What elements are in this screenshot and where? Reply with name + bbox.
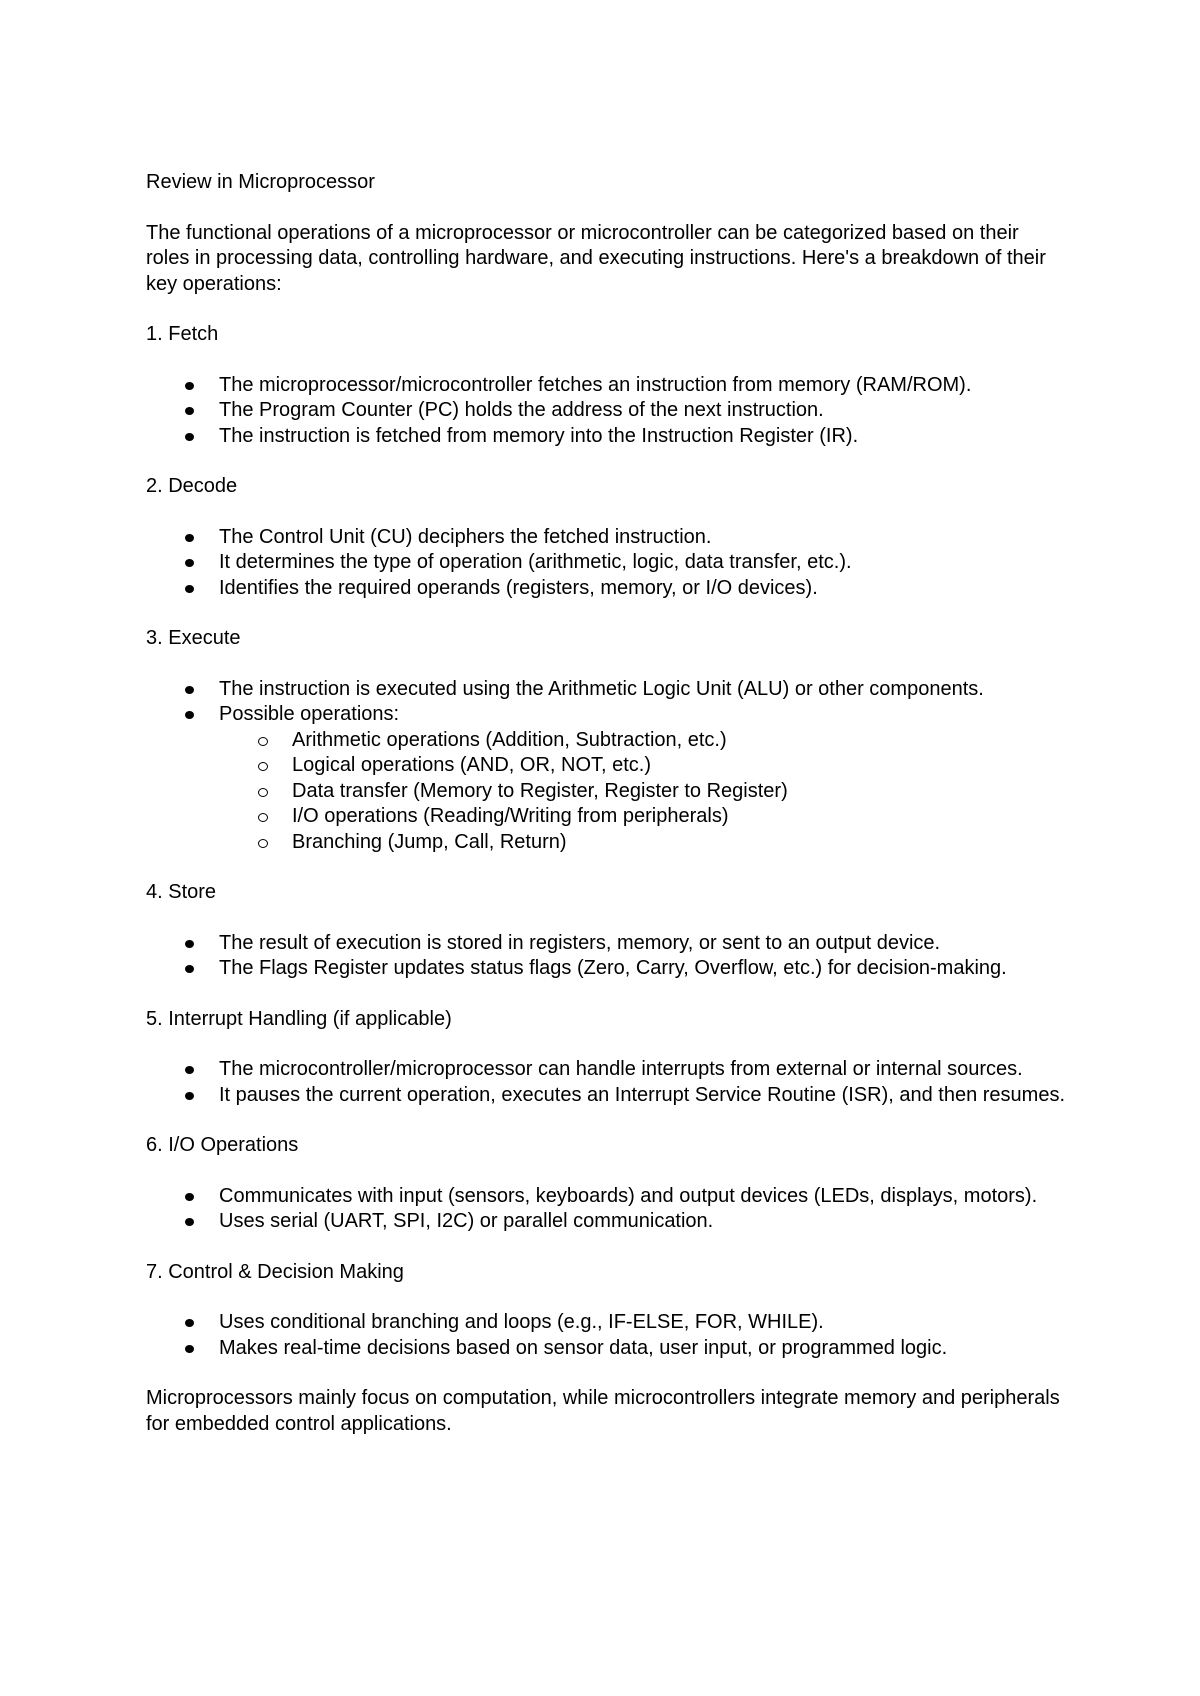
section-control-decision-making bbox=[146, 1260, 1066, 1362]
section-io-operations bbox=[146, 1133, 1066, 1235]
section-heading: 2. Decode bbox=[146, 475, 238, 497]
bullet-item: Identifies the required operands (registers, memory, or I/O devices). bbox=[219, 576, 1066, 602]
sub-bullet-item: Branching (Jump, Call, Return) bbox=[292, 830, 1066, 856]
section-heading: 4. Store bbox=[146, 881, 217, 903]
bullet-list bbox=[146, 677, 1066, 856]
section-decode bbox=[146, 474, 1066, 601]
section-heading: 3. Execute bbox=[146, 627, 241, 649]
section-store bbox=[146, 880, 1066, 982]
bullet-list bbox=[146, 1057, 1066, 1108]
bullet-item: Makes real-time decisions based on sensor data, user input, or programmed logic. bbox=[219, 1336, 1066, 1362]
document-page bbox=[146, 170, 1066, 1437]
bullet-item: The Program Counter (PC) holds the address of the next instruction. bbox=[219, 398, 1066, 424]
bullet-list bbox=[146, 1184, 1066, 1235]
bullet-item: Communicates with input (sensors, keyboards) and output devices (LEDs, displays, motors). bbox=[219, 1184, 1066, 1210]
section-fetch bbox=[146, 322, 1066, 449]
bullet-item: The microprocessor/microcontroller fetches an instruction from memory (RAM/ROM). bbox=[219, 373, 1066, 399]
section-heading: 1. Fetch bbox=[146, 323, 219, 345]
bullet-item: The instruction is fetched from memory into the Instruction Register (IR). bbox=[219, 424, 1066, 450]
bullet-item: Uses conditional branching and loops (e.g., IF-ELSE, FOR, WHILE). bbox=[219, 1310, 1066, 1336]
document-title: Review in Microprocessor bbox=[146, 171, 375, 193]
sub-bullet-item: Logical operations (AND, OR, NOT, etc.) bbox=[292, 753, 1066, 779]
section-execute bbox=[146, 626, 1066, 855]
bullet-item: It determines the type of operation (arithmetic, logic, data transfer, etc.). bbox=[219, 550, 1066, 576]
sub-bullet-item: Data transfer (Memory to Register, Register to Register) bbox=[292, 779, 1066, 805]
closing-paragraph: Microprocessors mainly focus on computation, while microcontrollers integrate memory and peripherals for embedded control applications. bbox=[146, 1387, 1060, 1435]
bullet-list bbox=[146, 525, 1066, 602]
bullet-item: The microcontroller/microprocessor can handle interrupts from external or internal sources. bbox=[219, 1057, 1066, 1083]
bullet-item: The Flags Register updates status flags (Zero, Carry, Overflow, etc.) for decision-making. bbox=[219, 956, 1066, 982]
bullet-list bbox=[146, 1310, 1066, 1361]
bullet-item: It pauses the current operation, executes an Interrupt Service Routine (ISR), and then resumes. bbox=[219, 1083, 1066, 1109]
section-heading: 5. Interrupt Handling (if applicable) bbox=[146, 1007, 452, 1030]
sub-bullet-list bbox=[219, 728, 1066, 856]
section-interrupt-handling bbox=[146, 1007, 1066, 1109]
intro-paragraph: The functional operations of a microprocessor or microcontroller can be categorized based on their roles in processing data, controlling hardware, and executing instructions. Here's a breakdown of their key operations: bbox=[146, 221, 1046, 295]
sub-bullet-item: I/O operations (Reading/Writing from peripherals) bbox=[292, 804, 1066, 830]
section-heading: 6. I/O Operations bbox=[146, 1134, 299, 1156]
bullet-list bbox=[146, 931, 1066, 982]
bullet-item: Uses serial (UART, SPI, I2C) or parallel communication. bbox=[219, 1209, 1066, 1235]
bullet-item-label: Possible operations: bbox=[219, 703, 400, 725]
bullet-list bbox=[146, 373, 1066, 450]
bullet-item: The Control Unit (CU) deciphers the fetched instruction. bbox=[219, 525, 1066, 551]
bullet-item: The result of execution is stored in registers, memory, or sent to an output device. bbox=[219, 931, 1066, 957]
bullet-item-with-sublist bbox=[219, 702, 1066, 855]
section-heading: 7. Control & Decision Making bbox=[146, 1260, 404, 1283]
sub-bullet-item: Arithmetic operations (Addition, Subtraction, etc.) bbox=[292, 728, 1066, 754]
bullet-item: The instruction is executed using the Arithmetic Logic Unit (ALU) or other components. bbox=[219, 677, 1066, 703]
